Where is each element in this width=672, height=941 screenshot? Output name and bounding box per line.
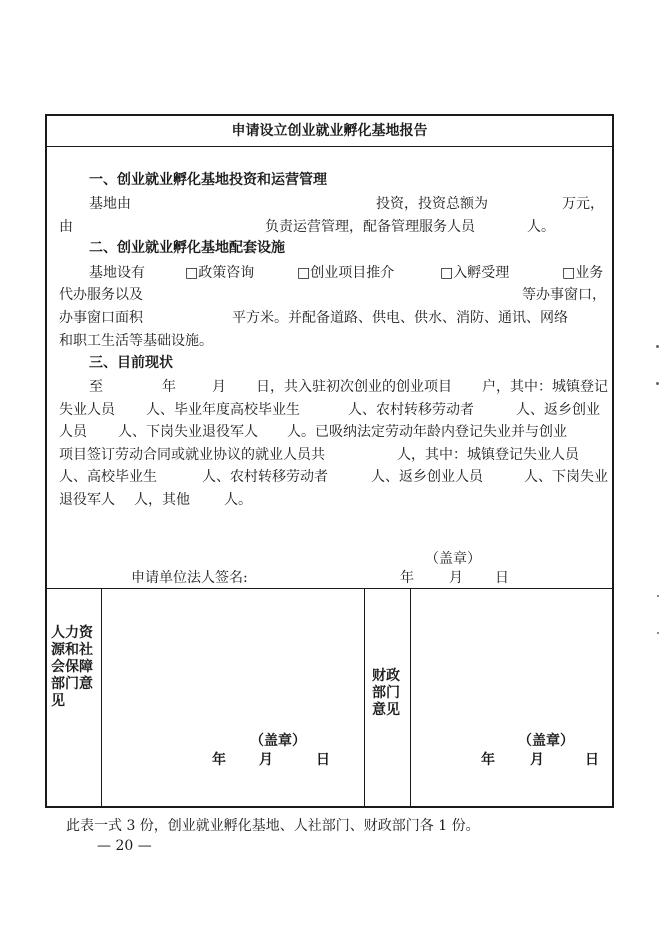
section1-text: 基地由 [89,196,131,212]
finance-seal: （盖章） [518,733,574,749]
applicant-seal: （盖章） [425,551,481,567]
section3-text: 人、毕业年度高校毕业生 [146,402,300,418]
applicant-signature-label: 申请单位法人签名: [131,570,248,586]
footer-note: 此表一式 3 份，创业就业孵化基地、人社部门、财政部门各 1 份。 [66,818,480,834]
section1-heading: 一、创业就业孵化基地投资和运营管理 [89,172,327,188]
section3-text: 人，其中：城镇登记失业人员 [397,447,579,463]
section3-text: 人、下岗失业退役军人 [118,424,258,440]
finance-date-day: 日 [585,752,599,768]
section3-text: 人。 [224,492,252,508]
table-border-top [45,114,614,116]
section1-text: 万元， [562,196,604,212]
section1-text: 由 [59,219,73,235]
section2-text: 和职工生活等基础设施。 [59,333,213,349]
section2-option-project: □创业项目推介 [297,265,395,281]
title-row-divider [45,146,614,147]
section3-heading: 三、目前现状 [89,355,173,371]
section2-option-policy: □政策咨询 [185,265,255,281]
section2-text: 等办事窗口， [522,287,606,303]
section2-option-business: □业务 [562,265,604,281]
finance-department-label: 财政部门意见 [372,668,400,718]
section3-text: 人、下岗失业 [524,469,608,485]
section3-text: 项目签订劳动合同或就业协议的就业人员共 [59,447,325,463]
section2-text: 办事窗口面积 [59,310,143,326]
section2-option-incubation: □入孵受理 [440,265,510,281]
section3-text: 人员 [59,424,87,440]
section2-text: 基地设有 [89,265,145,281]
approval-divider-3 [410,588,411,807]
scan-speck [656,345,659,348]
section3-text: 人、高校毕业生 [59,469,157,485]
table-border-left [45,114,47,808]
hr-date-day: 日 [316,752,330,768]
hr-date-month: 月 [259,752,273,768]
approvals-row-divider [45,588,614,589]
section3-text: 至 [89,379,103,395]
hr-seal: （盖章） [250,733,306,749]
section3-text: 人、农村转移劳动者 [348,402,474,418]
applicant-date-day: 日 [495,570,509,586]
section3-text: 人，其他 [134,492,190,508]
section1-text: 投资，投资总额为 [376,196,488,212]
table-border-right [612,114,614,808]
scan-speck [656,382,659,385]
scan-speck [657,595,659,597]
scan-speck [657,632,659,634]
section2-text: 平方米。并配备道路、供电、供水、消防、通讯、网络 [232,310,568,326]
section2-heading: 二、创业就业孵化基地配套设施 [89,240,285,256]
section3-text: 人。已吸纳法定劳动年龄内登记失业并与创业 [287,424,567,440]
section1-text: 人。 [527,219,555,235]
section3-text: 年 [162,379,176,395]
section3-text: 月 [212,379,226,395]
table-border-bottom [45,806,614,808]
section3-text: 失业人员 [59,402,115,418]
section3-text: 退役军人 [59,492,115,508]
hr-date-year: 年 [212,752,226,768]
section3-text: 人、返乡创业 [516,402,600,418]
approval-divider-1 [101,588,102,807]
report-title: 申请设立创业就业孵化基地报告 [231,123,428,139]
hr-department-label: 人力资源和社会保障部门意见 [51,625,93,709]
finance-date-year: 年 [481,752,495,768]
section2-text: 代办服务以及 [59,287,143,303]
section3-text: 户，其中：城镇登记 [482,379,608,395]
section3-text: 日，共入驻初次创业的创业项目 [256,379,452,395]
section3-text: 人、返乡创业人员 [371,469,483,485]
applicant-date-year: 年 [400,570,414,586]
page-number: — 20 — [97,838,152,854]
section1-text: 负责运营管理，配备管理服务人员 [265,219,475,235]
approval-divider-2 [364,588,365,807]
applicant-date-month: 月 [449,570,463,586]
finance-date-month: 月 [530,752,544,768]
section3-text: 人、农村转移劳动者 [202,469,328,485]
